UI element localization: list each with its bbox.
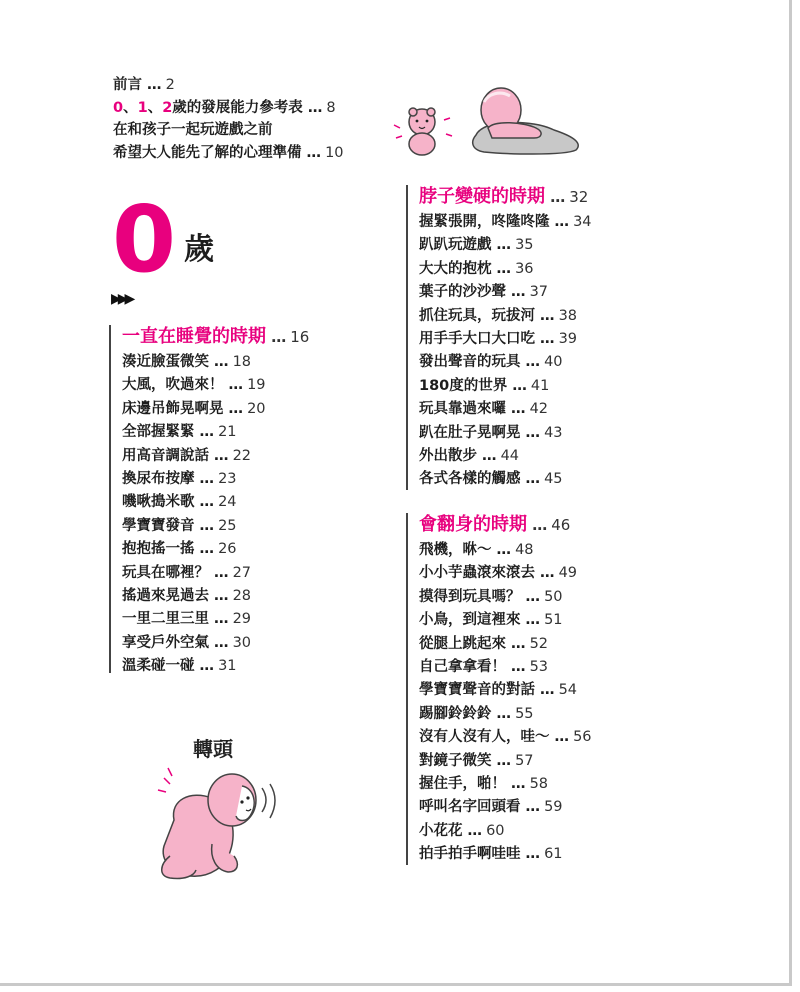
toc-item: [122, 445, 309, 468]
page-dots: …: [462, 822, 483, 839]
toc-item-label: 用手手大口大口吃: [419, 331, 535, 348]
toc-item-page: 36: [515, 260, 534, 277]
toc-item: [122, 421, 309, 444]
intro-line-text: 、: [123, 99, 138, 116]
toc-item-page: 31: [218, 658, 237, 675]
toc-item: [122, 538, 309, 561]
toc-item-label: 趴在肚子晃啊晃: [419, 424, 521, 441]
toc-item: [419, 539, 592, 562]
intro-line: [113, 119, 344, 142]
page-dots: …: [194, 424, 215, 441]
toc-item-label: 拍手拍手啊哇哇: [419, 846, 521, 863]
toc-item-page: 24: [218, 494, 237, 511]
page-dots: …: [477, 448, 497, 465]
section-roll: [406, 513, 592, 865]
section-sleep: [109, 325, 309, 673]
toc-item-page: 28: [232, 588, 252, 605]
page-number: 10: [325, 144, 344, 161]
toc-item: [419, 258, 592, 281]
toc-item-page: 52: [529, 635, 549, 652]
page-dots: …: [209, 588, 229, 605]
page-dots: …: [194, 541, 215, 558]
toc-item: [419, 679, 592, 702]
toc-item-page: 37: [529, 284, 549, 301]
toc-item-page: 40: [544, 354, 563, 371]
page-dots: …: [209, 564, 229, 581]
toc-item-label: 踢腳鈴鈴鈴: [419, 705, 492, 722]
page-dots: …: [194, 517, 215, 534]
page-dots: …: [301, 144, 322, 161]
page-dots: …: [549, 214, 570, 230]
section-title: [122, 325, 309, 351]
toc-item-label: 抱抱搖一搖: [122, 541, 195, 558]
page-dots: …: [535, 307, 555, 324]
page-dots: …: [491, 752, 512, 769]
toc-item-page: 39: [558, 331, 578, 348]
toc-item-label: 大大的抱枕: [419, 260, 492, 277]
intro-line-text: 希望大人能先了解的心理準備: [113, 144, 302, 161]
page-dots: …: [491, 260, 512, 277]
toc-item-label: 大風，吹過來！: [122, 377, 224, 394]
toc-item-label: 享受戶外空氣: [122, 634, 209, 651]
page-dots: …: [194, 658, 215, 675]
page-dots: …: [266, 328, 287, 346]
page-dots: …: [223, 400, 244, 417]
intro-line-text: 在和孩子一起玩遊戲之前: [113, 122, 273, 138]
toc-item: [419, 750, 592, 773]
toc-item: [419, 422, 592, 445]
toc-item-page: 53: [529, 659, 549, 676]
page-dots: …: [223, 377, 244, 394]
toc-item-label: 各式各樣的觸感: [419, 471, 521, 488]
page-dots: …: [535, 331, 555, 348]
toc-item-page: 56: [573, 729, 592, 746]
page-dots: …: [520, 799, 541, 816]
baby-sleeping-illustration: [384, 80, 594, 165]
toc-item: [122, 351, 309, 374]
toc-item-label: 摸得到玩具嗎？: [419, 588, 521, 605]
toc-item-label: 發出聲音的玩具: [419, 354, 521, 371]
page-dots: …: [491, 237, 512, 254]
page-dots: …: [527, 516, 548, 534]
page-dots: …: [535, 565, 555, 582]
toc-item-page: 55: [515, 705, 534, 722]
age-label: 歲: [184, 232, 214, 267]
section-title-text: 脖子變硬的時期: [419, 186, 545, 207]
arrows-decoration: ▶▶▶: [111, 291, 132, 307]
toc-item-label: 玩具在哪裡？: [122, 564, 209, 581]
section-page-number: 16: [290, 328, 310, 346]
toc-item: [122, 562, 309, 585]
intro-line-text: 、: [147, 99, 163, 116]
toc-item: [419, 351, 592, 374]
page-dots: …: [209, 354, 229, 370]
page-dots: …: [506, 635, 526, 652]
toc-item-page: 18: [232, 354, 252, 370]
section-neck: [406, 185, 592, 490]
toc-item-label: 握住手，啪！: [419, 776, 506, 793]
toc-item: [419, 773, 592, 796]
section-title-text: 會翻身的時期: [419, 514, 527, 535]
toc-item-label: 用高音調說話: [122, 447, 209, 464]
toc-item: [419, 796, 592, 819]
toc-item-page: 27: [232, 564, 252, 581]
toc-item: [419, 234, 592, 257]
toc-item-label: 180度的世界: [419, 377, 508, 394]
toc-item-page: 57: [515, 752, 534, 769]
page-dots: …: [520, 354, 541, 371]
toc-item-page: 48: [515, 542, 534, 558]
toc-item-label: 小花花: [419, 822, 463, 839]
toc-item: [419, 843, 592, 866]
toc-item-label: 玩具靠過來囉: [419, 401, 506, 418]
toc-item: [122, 655, 309, 678]
toc-item-label: 換尿布按摩: [122, 471, 195, 488]
intro-line-text: 1: [137, 99, 148, 116]
toc-item-label: 呼叫名字回頭看: [419, 799, 521, 816]
toc-item-label: 床邊吊飾晃啊晃: [122, 400, 224, 417]
page-dots: …: [194, 494, 215, 511]
toc-item: [122, 608, 309, 631]
intro-line-text: 0: [113, 99, 124, 116]
intro-line-text: 前言: [113, 77, 142, 93]
baby-turning-caption: 轉頭: [193, 737, 233, 761]
page-dots: …: [549, 729, 570, 746]
toc-item: [419, 726, 592, 749]
toc-item-page: 22: [232, 447, 252, 464]
toc-item-label: 抓住玩具，玩拔河: [419, 307, 535, 324]
toc-item-label: 葉子的沙沙聲: [419, 284, 506, 301]
toc-item: [419, 703, 592, 726]
toc-item: [122, 515, 309, 538]
toc-item: [419, 211, 592, 234]
page-dots: …: [520, 424, 541, 441]
toc-item-page: 51: [544, 612, 563, 629]
section-page-number: 32: [569, 188, 589, 206]
toc-item-page: 29: [232, 611, 252, 628]
toc-item: [122, 585, 309, 608]
section-title: [419, 185, 592, 211]
intro-line-text: 2: [162, 99, 173, 116]
toc-item-page: 58: [529, 776, 549, 793]
intro-line: [113, 97, 344, 120]
toc-item: [419, 398, 592, 421]
toc-item-label: 趴趴玩遊戲: [419, 237, 492, 254]
toc-item-page: 41: [530, 377, 550, 394]
page-dots: …: [209, 447, 229, 464]
section-title: [419, 513, 592, 539]
toc-item-page: 21: [218, 424, 237, 441]
page-dots: …: [491, 705, 512, 722]
toc-item-label: 搖過來晃過去: [122, 588, 209, 605]
baby-turning-illustration: [150, 760, 290, 885]
page-dots: …: [520, 846, 541, 863]
toc-item: [122, 632, 309, 655]
toc-item: [122, 374, 309, 397]
toc-item: [419, 633, 592, 656]
toc-item-page: 30: [232, 634, 252, 651]
page-dots: …: [535, 682, 555, 699]
page-dots: …: [506, 284, 526, 301]
page-dots: …: [506, 401, 526, 418]
toc-item-page: 26: [218, 541, 237, 558]
page-dots: …: [209, 634, 229, 651]
age-number: 0: [112, 186, 175, 293]
toc-item: [419, 586, 592, 609]
page-dots: …: [507, 377, 527, 394]
toc-item-page: 35: [515, 237, 534, 254]
intro-line: [113, 142, 344, 165]
toc-item-label: 小小芋蟲滾來滾去: [419, 565, 535, 582]
toc-item-page: 19: [247, 377, 266, 394]
toc-item-page: 20: [247, 400, 266, 417]
toc-item-label: 飛機，咻～: [419, 542, 492, 558]
toc-item-label: 握緊張開，咚隆咚隆: [419, 214, 550, 230]
toc-item-label: 小鳥，到這裡來: [419, 612, 521, 629]
toc-item: [419, 281, 592, 304]
toc-item-page: 50: [544, 588, 563, 605]
toc-item-page: 45: [544, 471, 563, 488]
toc-item: [122, 491, 309, 514]
intro-list: [113, 74, 344, 164]
toc-item-page: 44: [500, 448, 520, 465]
toc-item: [419, 820, 592, 843]
page-dots: …: [520, 612, 541, 629]
toc-item-label: 從腿上跳起來: [419, 635, 506, 652]
toc-item-page: 60: [486, 822, 505, 839]
toc-item: [419, 656, 592, 679]
toc-item: [419, 305, 592, 328]
toc-item-label: 學寶寶發音: [122, 517, 195, 534]
toc-item: [122, 398, 309, 421]
intro-line-text: 歲的發展能力參考表: [172, 99, 303, 116]
page-dots: …: [506, 776, 526, 793]
toc-item-label: 沒有人沒有人，哇～: [419, 729, 550, 746]
toc-item: [419, 375, 592, 398]
section-title-text: 一直在睡覺的時期: [122, 326, 266, 347]
page-dots: …: [520, 588, 541, 605]
intro-line: [113, 74, 344, 97]
page-number: 2: [165, 77, 175, 93]
toc-item: [419, 562, 592, 585]
toc-item-page: 38: [558, 307, 578, 324]
toc-item-page: 49: [558, 565, 578, 582]
toc-item-label: 一里二里三里: [122, 611, 209, 628]
toc-item: [419, 468, 592, 491]
page-dots: …: [194, 471, 215, 488]
toc-item: [122, 468, 309, 491]
section-page-number: 46: [551, 516, 571, 534]
toc-item-label: 對鏡子微笑: [419, 752, 492, 769]
toc-item-label: 嘰啾搗米歌: [122, 494, 195, 511]
toc-item-page: 23: [218, 471, 237, 488]
toc-item-label: 湊近臉蛋微笑: [122, 354, 209, 370]
toc-item-page: 61: [544, 846, 563, 863]
toc-item: [419, 609, 592, 632]
page-dots: …: [506, 659, 526, 676]
toc-item-page: 34: [573, 214, 592, 230]
page-dots: …: [302, 99, 323, 116]
toc-item-label: 外出散步: [419, 448, 477, 465]
page-dots: …: [520, 471, 541, 488]
page-dots: …: [545, 188, 566, 206]
toc-item-label: 學寶寶聲音的對話: [419, 682, 535, 699]
toc-item-page: 59: [544, 799, 563, 816]
toc-item-label: 自己拿拿看！: [419, 659, 506, 676]
toc-item-page: 54: [558, 682, 578, 699]
toc-item-page: 43: [544, 424, 563, 441]
page-dots: …: [209, 611, 229, 628]
page-dots: …: [142, 77, 162, 93]
page-dots: …: [491, 542, 512, 558]
toc-item-page: 42: [529, 401, 549, 418]
toc-item-label: 溫柔碰一碰: [122, 658, 195, 675]
toc-item: [419, 445, 592, 468]
toc-item-label: 全部握緊緊: [122, 424, 195, 441]
toc-item: [419, 328, 592, 351]
toc-item-page: 25: [218, 517, 237, 534]
page-number: 8: [326, 99, 336, 116]
